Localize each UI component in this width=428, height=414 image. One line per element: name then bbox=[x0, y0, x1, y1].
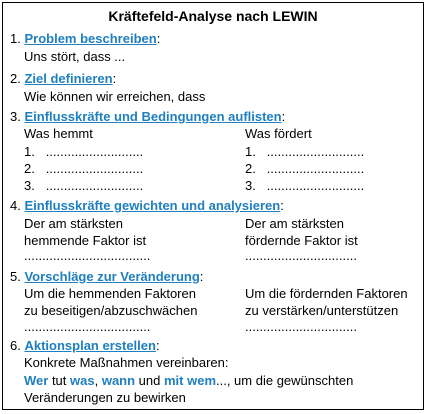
document-title: Kräftefeld-Analyse nach LEWIN bbox=[108, 8, 318, 24]
hinder-factor-line-2: hemmende Faktor ist bbox=[24, 233, 147, 248]
hinder-item-1: 1. ........................... bbox=[24, 144, 144, 159]
promote-item-3: 3. ........................... bbox=[245, 178, 365, 193]
section-1-text: Uns stört, dass ... bbox=[24, 49, 126, 64]
section-2-text: Wie können wir erreichen, dass bbox=[24, 89, 206, 104]
promote-proposal-line-2: zu verstärken/unterstützen bbox=[245, 303, 399, 318]
colon: : bbox=[280, 198, 284, 213]
with-whom-word: mit wem bbox=[163, 373, 216, 388]
lewin-card bbox=[2, 2, 424, 410]
section-3-heading bbox=[10, 109, 285, 124]
action-plan-line-2: Wer tut was, wann und mit wem..., um die gewünschten bbox=[24, 373, 354, 388]
promote-factor-blank: ............................... bbox=[245, 248, 357, 263]
who-word: Wer bbox=[24, 373, 49, 388]
hinder-factor-line-1: Der am stärksten bbox=[24, 216, 123, 231]
colon: : bbox=[156, 31, 161, 46]
promote-factor-line-2: fördernde Faktor ist bbox=[245, 233, 358, 248]
hinder-item-2: 2. ........................... bbox=[24, 161, 144, 176]
hinder-proposal-blank: ................................... bbox=[24, 319, 151, 334]
promote-proposal-line-1: Um die fördernden Faktoren bbox=[245, 286, 408, 301]
section-title: Problem beschreiben bbox=[24, 31, 157, 46]
hinder-factor-blank: ................................... bbox=[24, 248, 151, 263]
colon: : bbox=[112, 71, 117, 86]
section-title: Aktionsplan erstellen bbox=[24, 338, 156, 353]
section-title: Vorschläge zur Veränderung bbox=[24, 269, 200, 284]
what-word: was bbox=[70, 373, 95, 388]
promote-item-2: 2. ........................... bbox=[245, 161, 365, 176]
promote-factor-line-1: Der am stärksten bbox=[245, 216, 344, 231]
hinder-item-3: 3. ........................... bbox=[24, 178, 144, 193]
section-2-heading bbox=[10, 71, 116, 86]
section-number: 3. bbox=[10, 109, 21, 124]
promote-item-1: 1. ........................... bbox=[245, 144, 365, 159]
section-6-heading bbox=[10, 338, 160, 353]
section-title: Einflusskräfte und Bedingungen auflisten bbox=[24, 109, 282, 124]
promote-proposal-blank: ............................... bbox=[245, 319, 357, 334]
hinder-proposal-line-2: zu beseitigen/abzuschwächen bbox=[24, 303, 198, 318]
colon: : bbox=[155, 338, 160, 353]
colon: : bbox=[281, 109, 286, 124]
section-number: 5. bbox=[10, 269, 21, 284]
section-title: Einflusskräfte gewichten und analysieren bbox=[24, 198, 281, 213]
section-number: 4. bbox=[10, 198, 21, 213]
section-number: 6. bbox=[10, 338, 21, 353]
hinder-proposal-line-1: Um die hemmenden Faktoren bbox=[24, 286, 196, 301]
when-word: wann bbox=[101, 373, 136, 388]
section-number: 1. bbox=[10, 31, 21, 46]
promote-label: Was fördert bbox=[245, 126, 312, 141]
hinder-label: Was hemmt bbox=[24, 126, 93, 141]
section-title: Ziel definieren bbox=[24, 71, 113, 86]
section-5-heading bbox=[10, 269, 203, 284]
action-plan-line-1: Konkrete Maßnahmen vereinbaren: bbox=[24, 355, 229, 370]
section-number: 2. bbox=[10, 71, 21, 86]
section-1-heading bbox=[10, 31, 160, 46]
action-plan-line-3: Veränderungen zu bewirken bbox=[24, 390, 186, 405]
colon: : bbox=[199, 269, 204, 284]
section-4-heading bbox=[10, 198, 284, 213]
